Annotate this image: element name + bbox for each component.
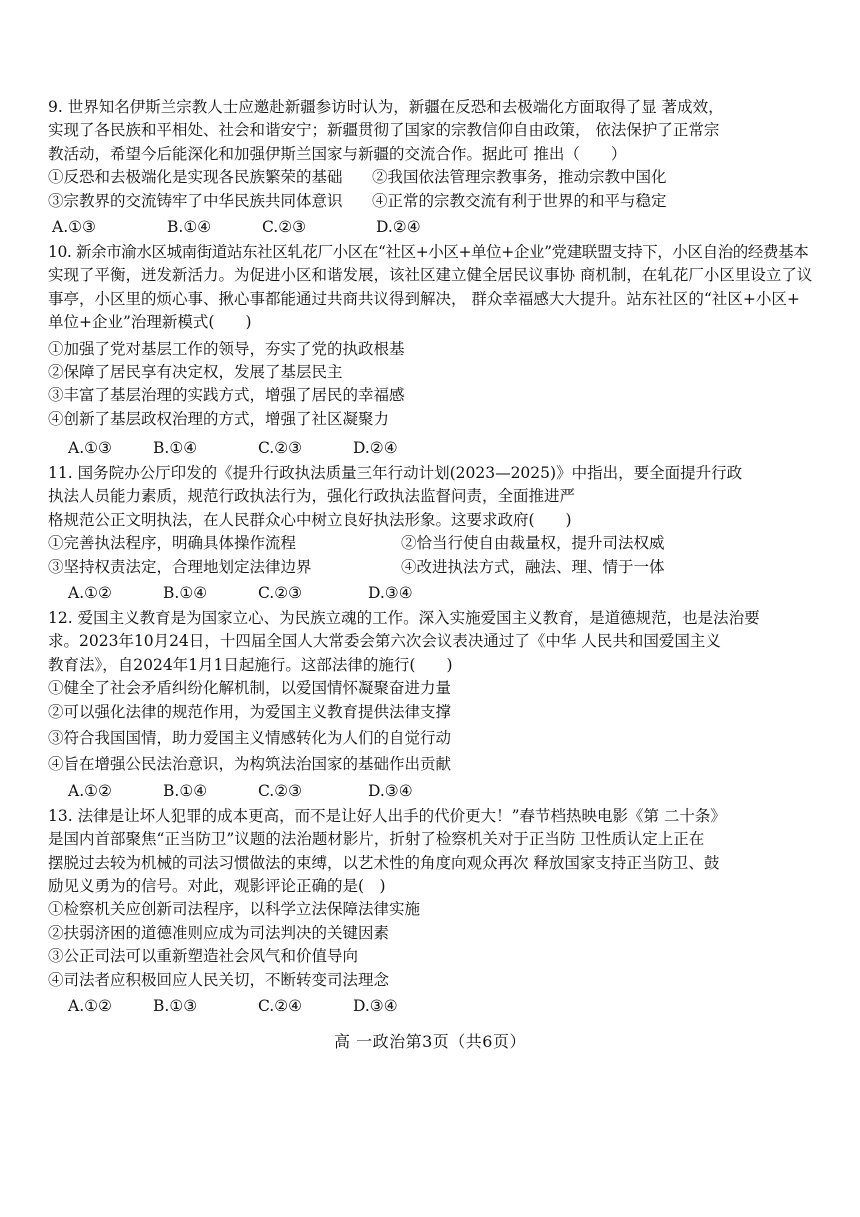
- question-9-option-3: ③宗教界的交流铸牢了中华民族共同体意识: [48, 191, 343, 210]
- choice-c: C.②③: [258, 439, 303, 458]
- question-13: [48, 805, 828, 1020]
- choice-c: C.②④: [258, 996, 303, 1015]
- question-9-stem-line: 实现了各民族和平相处、社会和谐安宁；新疆贯彻了国家的宗教信仰自由政策， 依法保护了正常宗: [48, 121, 720, 140]
- choice-d: D.③④: [368, 781, 413, 800]
- question-12-stem-line: 12. 爱国主义教育是为国家立心、为民族立魂的工作。深入实施爱国主义教育，是道德规范，也是法治要: [48, 609, 760, 628]
- question-12-choices: [48, 777, 828, 805]
- question-13-option-2: ②扶弱济困的道德准则应成为司法判决的关键因素: [48, 923, 390, 942]
- question-13-option-1: ①检察机关应创新司法程序，以科学立法保障法律实施: [48, 900, 421, 919]
- choice-d: D.③④: [353, 996, 398, 1015]
- question-12-stem-line: 求。2023年10月24日，十四届全国人大常委会第六次会议表决通过了《中华 人民共和国爱国主义: [48, 632, 721, 651]
- question-10-option-3: ③丰富了基层治理的实践方式，增强了居民的幸福感: [48, 386, 405, 405]
- question-13-choices: [48, 992, 828, 1020]
- question-10: [48, 241, 828, 462]
- choice-d: D.③④: [368, 584, 413, 603]
- choice-a: A.①②: [68, 996, 112, 1015]
- question-10-option-2: ②保障了居民享有决定权，发展了基层民主: [48, 362, 343, 381]
- question-12-stem-line: 教育法》，自2024年1月1日起施行。这部法律的施行( ): [48, 655, 453, 674]
- question-10-option-4: ④创新了基层政权治理的方式，增强了社区凝聚力: [48, 409, 390, 428]
- question-9: [48, 96, 828, 241]
- question-12: [48, 607, 828, 805]
- question-12-option-1: ①健全了社会矛盾纠纷化解机制，以爱国情怀凝聚奋进力量: [48, 679, 452, 698]
- choice-c: C.②③: [258, 584, 303, 603]
- choice-d: D.②④: [353, 439, 398, 458]
- choice-a: A.①③: [68, 439, 112, 458]
- choice-b: B.①④: [163, 781, 208, 800]
- page-footer: 高 一政治第3页（共6页）: [334, 1032, 526, 1051]
- question-13-stem-line: 摆脱过去较为机械的司法习惯做法的束缚，以艺术性的角度向观众再次 释放国家支持正当防卫、鼓: [48, 853, 720, 872]
- question-11-stem-line: 格规范公正文明执法，在人民群众心中树立良好执法形象。这要求政府( ): [48, 510, 572, 529]
- choice-b: B.①④: [153, 439, 198, 458]
- choice-b: B.①③: [153, 996, 198, 1015]
- question-9-option-4: ④正常的宗教交流有利于世界的和平与稳定: [372, 191, 667, 210]
- question-10-stem-line: 实现了平衡，迸发新活力。为促进小区和谐发展，该社区建立健全居民议事协 商机制，在轧花厂小区里设立了议: [48, 266, 813, 285]
- question-11: [48, 462, 828, 607]
- choice-a: A.①②: [68, 781, 112, 800]
- question-9-option-row: [48, 190, 828, 213]
- question-9-stem-line: 9. 世界知名伊斯兰宗教人士应邀赴新疆参访时认为，新疆在反恐和去极端化方面取得了显 著成效，: [48, 98, 724, 116]
- question-10-stem-line: 事亭，小区里的烦心事、揪心事都能通过共商共议得到解决， 群众幸福感大大提升。站东社区的“社区+小区+: [48, 289, 800, 308]
- question-12-option-3: ③符合我国国情，助力爱国主义情感转化为人们的自觉行动: [48, 728, 452, 747]
- question-10-stem-line: 单位+企业”治理新模式( ): [48, 313, 252, 332]
- question-13-option-4: ④司法者应积极回应人民关切，不断转变司法理念: [48, 970, 390, 989]
- question-9-choices: [48, 213, 828, 241]
- choice-c: C.②③: [258, 781, 303, 800]
- choice-d: D.②④: [376, 217, 421, 236]
- choice-a: A.①②: [68, 584, 112, 603]
- question-11-option-1: ①完善执法程序，明确具体操作流程: [48, 534, 297, 553]
- question-13-option-3: ③公正司法可以重新塑造社会风气和价值导向: [48, 947, 359, 966]
- question-9-stem-line: 教活动，希望今后能深化和加强伊斯兰国家与新疆的交流合作。据此可 推出（ ）: [48, 144, 627, 163]
- question-content: [48, 96, 828, 1020]
- question-13-stem-line: 励见义勇为的信号。对此，观影评论正确的是( ): [48, 876, 386, 895]
- choice-b: B.①④: [167, 217, 212, 236]
- question-10-choices: [48, 434, 828, 462]
- question-9-option-1: ①反恐和去极端化是实现各民族繁荣的基础: [48, 168, 343, 187]
- question-11-option-2: ②恰当行使自由裁量权，提升司法权威: [401, 534, 665, 553]
- question-13-stem-line: 13. 法律是让坏人犯罪的成本更高，而不是让好人出手的代价更大！”春节档热映电影《第 二十条》: [48, 806, 726, 825]
- question-11-option-row: [48, 532, 828, 555]
- question-10-stem-line: 10. 新余市渝水区城南街道站东社区轧花厂小区在“社区+小区+单位+企业”党建联盟支持下，小区自治的经费基本: [48, 242, 809, 261]
- question-11-option-4: ④改进执法方式，融法、理、情于一体: [401, 557, 665, 576]
- question-11-option-row: [48, 556, 828, 579]
- choice-b: B.①④: [163, 584, 208, 603]
- question-11-stem-line: 11. 国务院办公厅印发的《提升行政执法质量三年行动计划(2023—2025)》中指出，要全面提升行政: [48, 464, 743, 483]
- question-9-option-2: ②我国依法管理宗教事务，推动宗教中国化: [372, 168, 667, 187]
- choice-c: C.②③: [262, 217, 307, 236]
- question-11-stem-line: 执法人员能力素质，规范行政执法行为，强化行政执法监督问责，全面推进严: [48, 487, 576, 506]
- question-11-option-3: ③坚持权责法定，合理地划定法律边界: [48, 557, 312, 576]
- question-11-choices: [48, 579, 828, 607]
- question-12-option-4: ④旨在增强公民法治意识，为构筑法治国家的基础作出贡献: [48, 755, 452, 774]
- choice-a: A.①③: [52, 217, 96, 236]
- question-12-option-2: ②可以强化法律的规范作用，为爱国主义教育提供法律支撑: [48, 702, 452, 721]
- question-10-option-1: ①加强了党对基层工作的领导，夯实了党的执政根基: [48, 339, 405, 358]
- question-13-stem-line: 是国内首部聚焦“正当防卫”议题的法治题材影片，折射了检察机关对于正当防 卫性质认定上正在: [48, 830, 705, 849]
- question-9-option-row: [48, 166, 828, 189]
